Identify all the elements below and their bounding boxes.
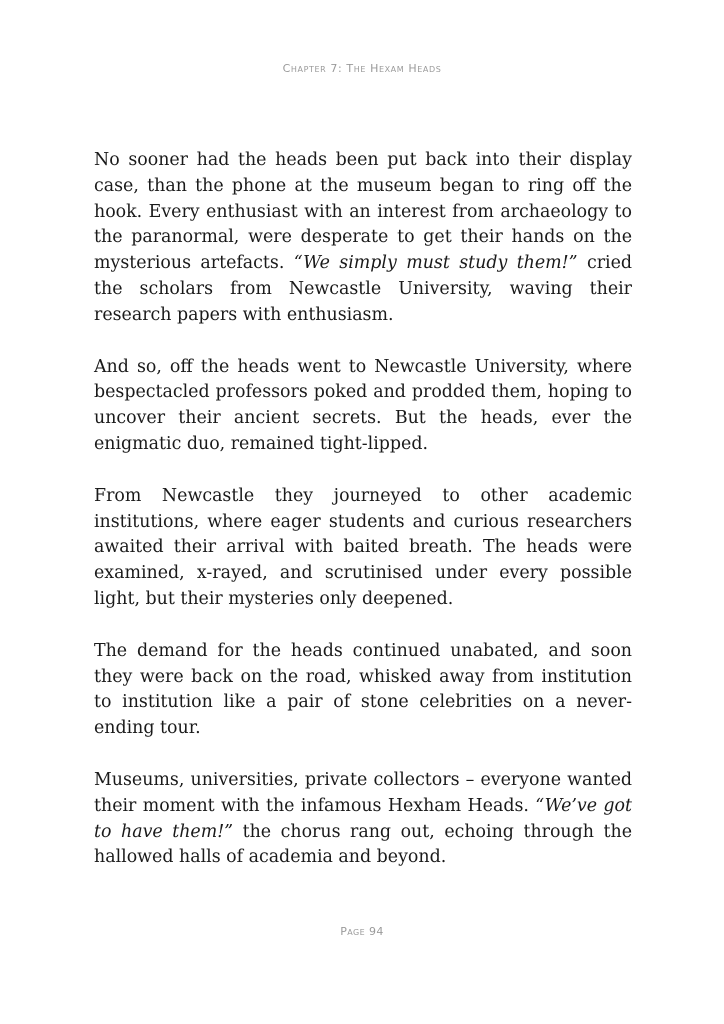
paragraph-5 [94,768,632,871]
paragraph-4: The demand for the heads continued unabated, and soon they were back on the road, whisked away from institution to institution like a pair of stone celebrities on a never-ending tour. [94,640,632,739]
paragraph-1 [94,148,632,329]
paragraph-1-text-after: cried the scholars from Newcastle University, waving their research papers with enthusiasm. [94,253,632,325]
paragraph-3: From Newcastle they journeyed to other academic institutions, where eager students and curious researchers awaited their arrival with baited breath. The heads were examined, x-rayed, and scrutinised under every possible light, but their mysteries only deepened. [94,485,632,609]
paragraph-1-text-before: No sooner had the heads been put back into their display case, than the phone at the museum began to ring off the hook. Every enthusiast with an interest from archaeology to the paranormal, were desperate to get their hands on the mysterious artefacts. [94,150,632,274]
paragraph-2: And so, off the heads went to Newcastle University, where bespectacled professors poked and prodded them, hoping to uncover their ancient secrets. But the heads, ever the enigmatic duo, remained tight-lipped. [94,356,632,454]
paragraph-5-text-before: Museums, universities, private collectors – everyone wanted their moment with the infamous Hexham Heads. [94,769,632,816]
paragraph-5-quote: “We’ve got to have them!” [94,795,632,842]
page-number: Page 94 [340,925,384,938]
paragraph-1-quote: “We simply must study them!” [293,253,578,274]
paragraph-5-text-after: the chorus rang out, echoing through the hallowed halls of academia and beyond. [94,821,632,868]
chapter-body [94,148,632,897]
running-header: Chapter 7: The Hexam Heads [282,62,442,75]
